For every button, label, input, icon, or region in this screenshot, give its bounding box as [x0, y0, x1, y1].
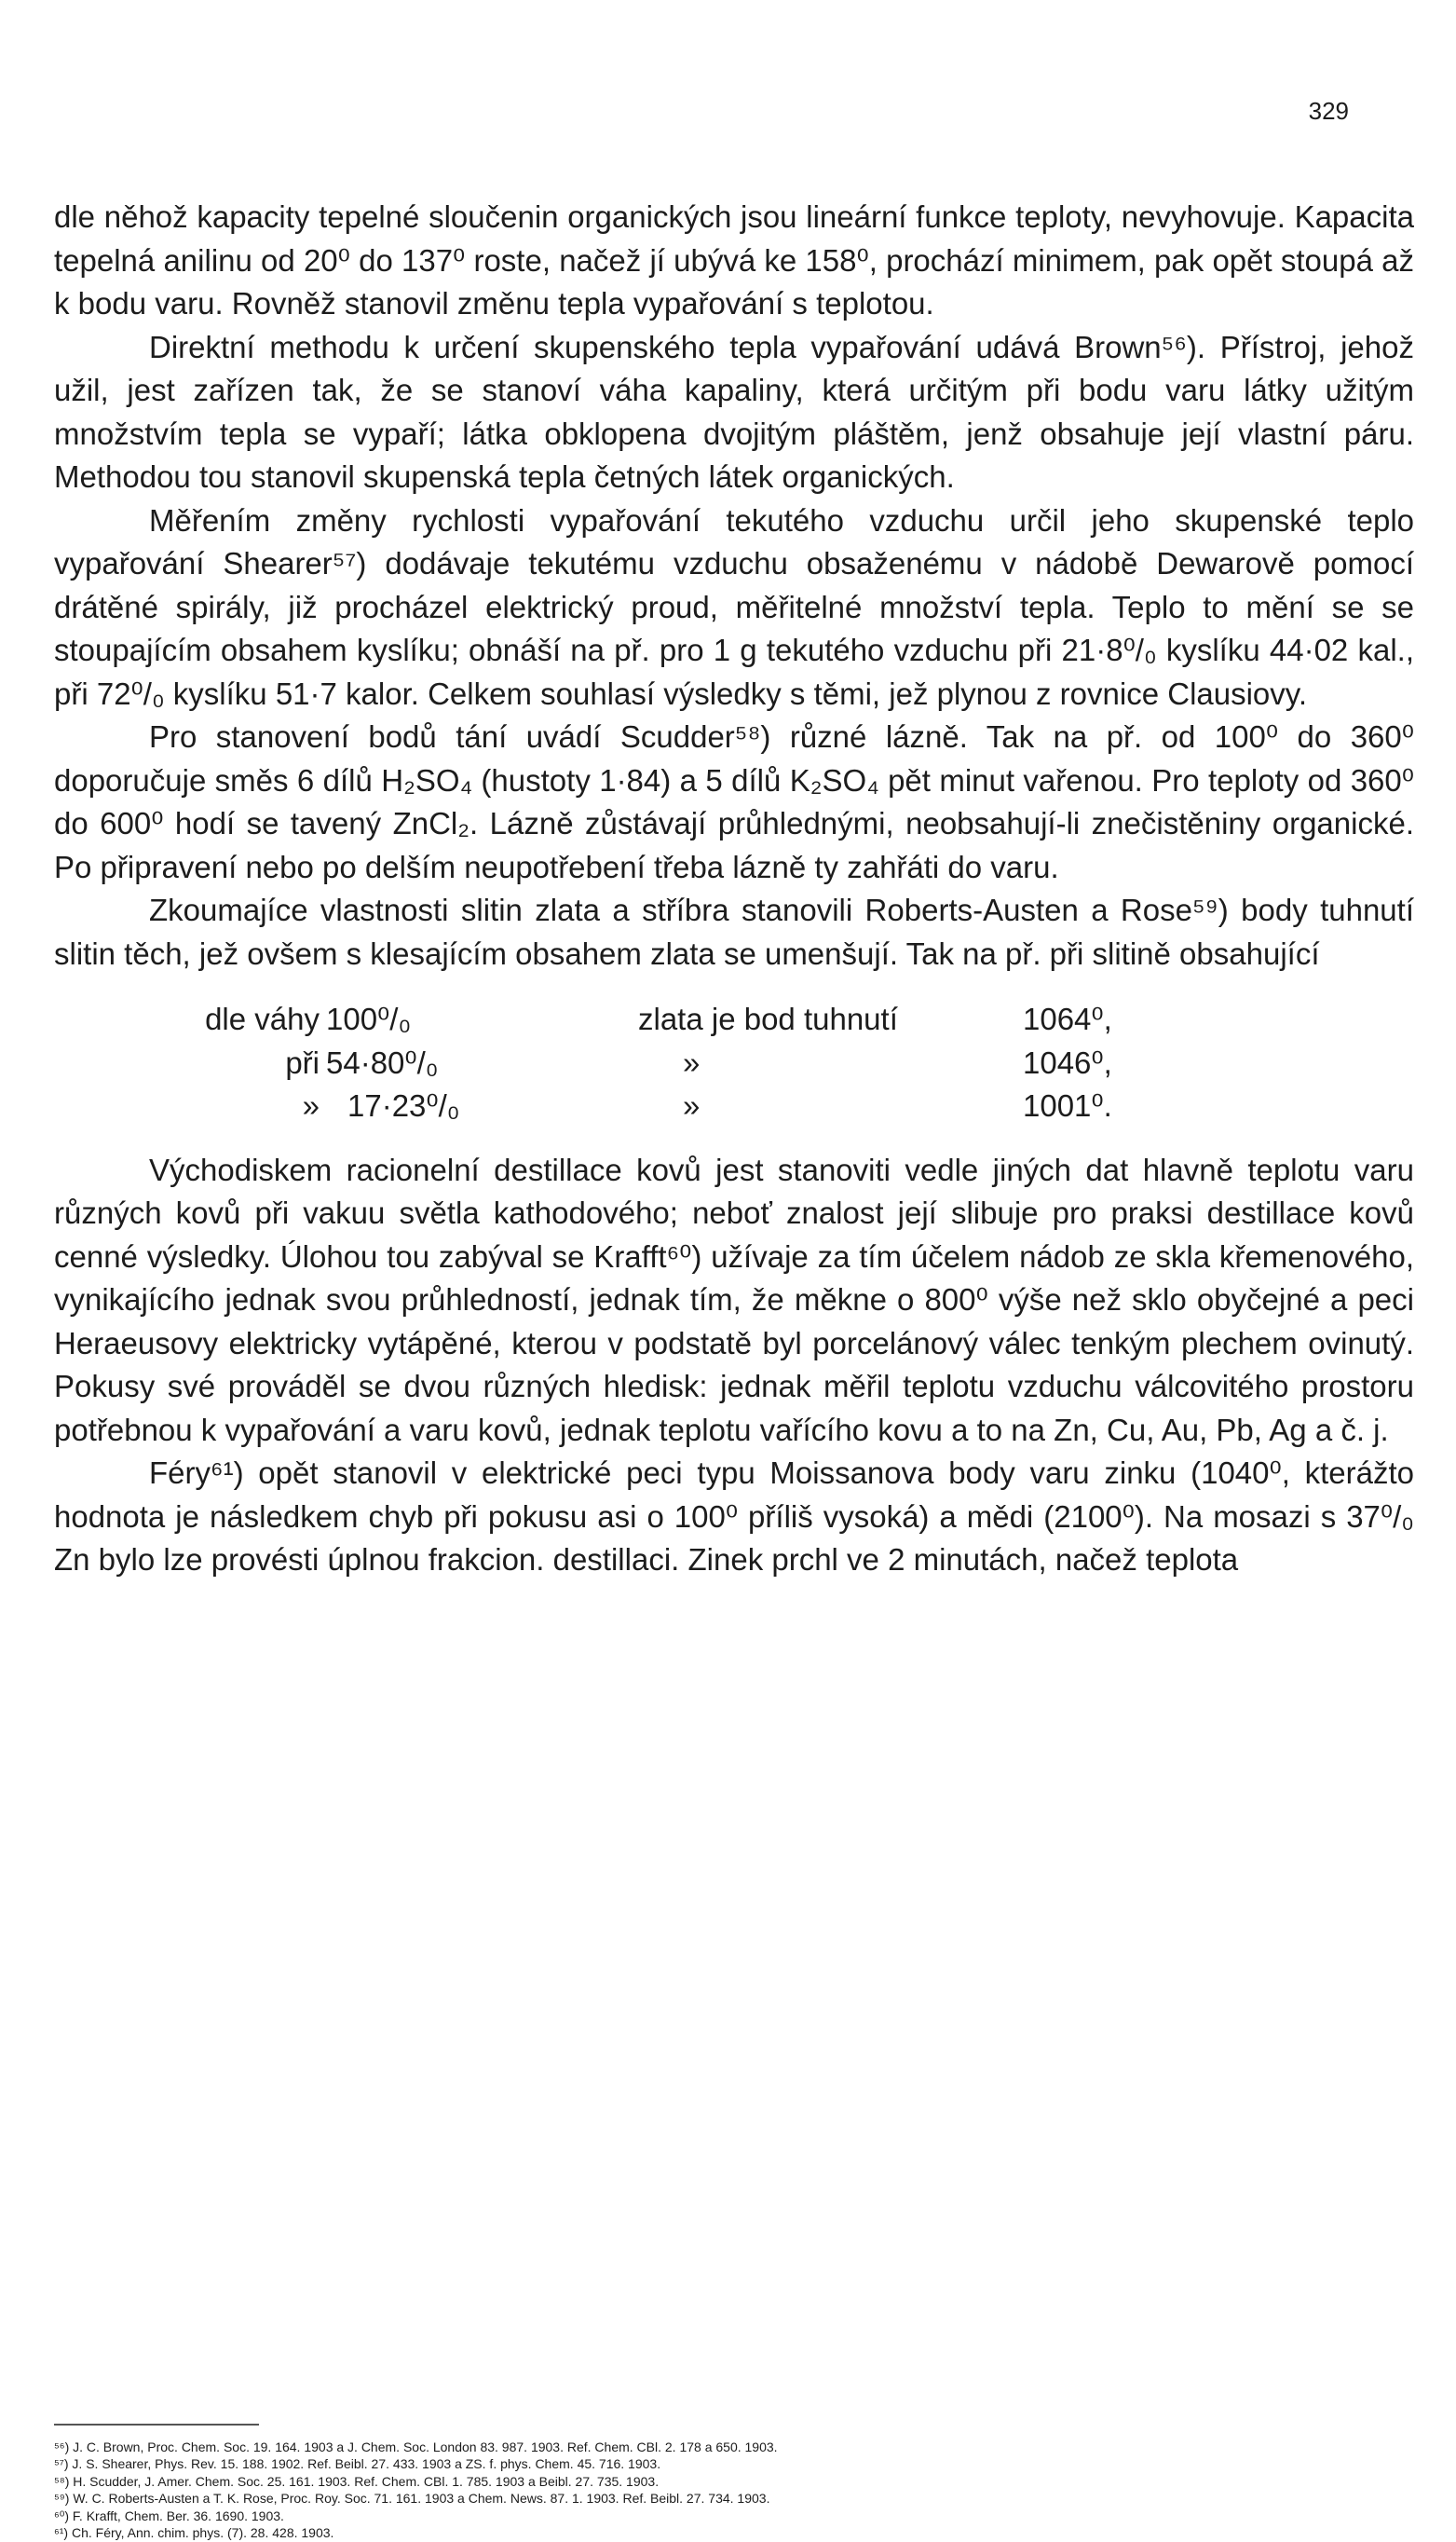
paragraph: Direktní methodu k určení skupenského tepla vypařování udává Brown⁵⁶). Přístroj, jehož užil, jest zařízen tak, že se stanoví váha kapaliny, která určitým při bodu varu látky užitým množstvím tepla se vypaří; látka obklopena dvojitým pláštěm, jenž obsahuje její vlastní páru. Methodou tou stanovil skupenská tepla četných látek organických. [54, 329, 1414, 494]
footnote: ⁵⁹) W. C. Roberts-Austen a T. K. Rose, Proc. Roy. Soc. 71. 161. 1903 a Chem. News. 87. 1. 1903. Ref. Beibl. 27. 734. 1903. [54, 2491, 770, 2507]
paragraph: Východiskem racionelní destillace kovů jest stanoviti vedle jiných dat hlavně teplotu varu různých kovů při vakuu světla kathodového; neboť znalost její slibuje pro praksi destillace kovů cenné výsledky. Úlohou tou zabýval se Krafft⁶⁰) užívaje za tím účelem nádob ze skla křemenového, vynikajícího jednak svou průhledností, jednak tím, že měkne o 800⁰ výše než sklo obyčejné a peci Heraeusovy elektricky vytápěné, kterou v podstatě byl porcelánový válec tenkým plechem ovinutý. Pokusy své prováděl se dvou různých hledisk: jednak měřil teplotu vzduchu válcovitého prostoru potřebnou k vypařování a varu kovů, jednak teplotu vařícího kovu a to na Zn, Cu, Au, Pb, Ag a č. j. [54, 1152, 1414, 1447]
table-cell: » [683, 1045, 701, 1080]
paragraph: Pro stanovení bodů tání uvádí Scudder⁵⁸) různé lázně. Tak na př. od 100⁰ do 360⁰ doporučuje směs 6 dílů H₂SO₄ (hustoty 1·84) a 5 dílů K₂SO₄ pět minut vařenou. Pro teploty od 360⁰ do 600⁰ hodí se tavený ZnCl₂. Lázně zůstávají průhlednými, neobsahují-li znečistěniny organické. Po připravení nebo po delším neupotřebení třeba lázně ty zahřáti do varu. [54, 719, 1414, 884]
paragraph: Měřením změny rychlosti vypařování tekutého vzduchu určil jeho skupenské teplo vypařování Shearer⁵⁷) dodávaje tekutému vzduchu obsaženému v nádobě Dewarově pomocí drátěné spirály, již procházel elektrický proud, měřitelné množství tepla. Teplo to mění se se stoupajícím obsahem kyslíku; obnáší na př. pro 1 g tekutého vzduchu při 21·8⁰/₀ kyslíku 44·02 kal., při 72⁰/₀ kyslíku 51·7 kalor. Celkem souhlasí výsledky s těmi, jež plynou z rovnice Clausiovy. [54, 502, 1414, 711]
table-cell: 17·23⁰/₀ [347, 1088, 460, 1123]
footnote-divider [54, 2424, 259, 2426]
table-cell: 100⁰/₀ [326, 1002, 412, 1036]
table-cell: 1064⁰, [1023, 1002, 1112, 1036]
footnote: ⁵⁶) J. C. Brown, Proc. Chem. Soc. 19. 164. 1903 a J. Chem. Soc. London 83. 987. 1903. Ref. Chem. CBl. 2. 178 a 650. 1903. [54, 2440, 778, 2454]
paragraph: Féry⁶¹) opět stanovil v elektrické peci typu Moissanova body varu zinku (1040⁰, kterážto hodnota je následkem chyb při pokusu asi o 100⁰ příliš vysoká) a mědi (2100⁰). Na mosazi s 37⁰/₀ Zn bylo lze provésti úplnou frakcion. destillaci. Zinek prchl ve 2 minutách, načež teplota [54, 1456, 1414, 1577]
paragraph: Zkoumajíce vlastnosti slitin zlata a stříbra stanovili Roberts-Austen a Rose⁵⁹) body tuhnutí slitin těch, jež ovšem s klesajícím obsahem zlata se umenšují. Tak na př. při slitině obsahující [54, 893, 1414, 971]
table-cell: 1046⁰, [1023, 1045, 1112, 1080]
table-row [54, 998, 1414, 1042]
body-text [54, 196, 1414, 1582]
table-row [54, 1085, 1414, 1128]
footnotes [54, 2439, 1414, 2542]
footnote: ⁶¹) Ch. Féry, Ann. chim. phys. (7). 28. 428. 1903. [54, 2525, 334, 2541]
table-cell: » [683, 1088, 701, 1123]
table-cell: » [302, 1088, 320, 1123]
table-cell: dle váhy [205, 1002, 320, 1036]
alloy-table [54, 998, 1414, 1128]
table-row [54, 1042, 1414, 1086]
table-cell: 1001⁰. [1023, 1088, 1112, 1123]
footnote: ⁵⁷) J. S. Shearer, Phys. Rev. 15. 188. 1902. Ref. Beibl. 27. 433. 1903 a ZS. f. phys. Chem. 45. 716. 1903. [54, 2456, 661, 2472]
table-cell: při [285, 1045, 320, 1080]
table-cell: zlata je bod tuhnutí [638, 1002, 898, 1036]
table-cell: 54·80⁰/₀ [326, 1045, 439, 1080]
footnote: ⁵⁸) H. Scudder, J. Amer. Chem. Soc. 25. 161. 1903. Ref. Chem. CBl. 1. 785. 1903 a Beibl. 27. 735. 1903. [54, 2473, 660, 2489]
footnote: ⁶⁰) F. Krafft, Chem. Ber. 36. 1690. 1903. [54, 2508, 284, 2523]
paragraph: dle něhož kapacity tepelné sloučenin organických jsou lineární funkce teploty, nevyhovuje. Kapacita tepelná anilinu od 20⁰ do 137⁰ roste, načež jí ubývá ke 158⁰, prochází minimem, pak opět stoupá až k bodu varu. Rovněž stanovil změnu tepla vypařování s teplotou. [54, 199, 1414, 321]
page-number: 329 [1308, 97, 1349, 125]
